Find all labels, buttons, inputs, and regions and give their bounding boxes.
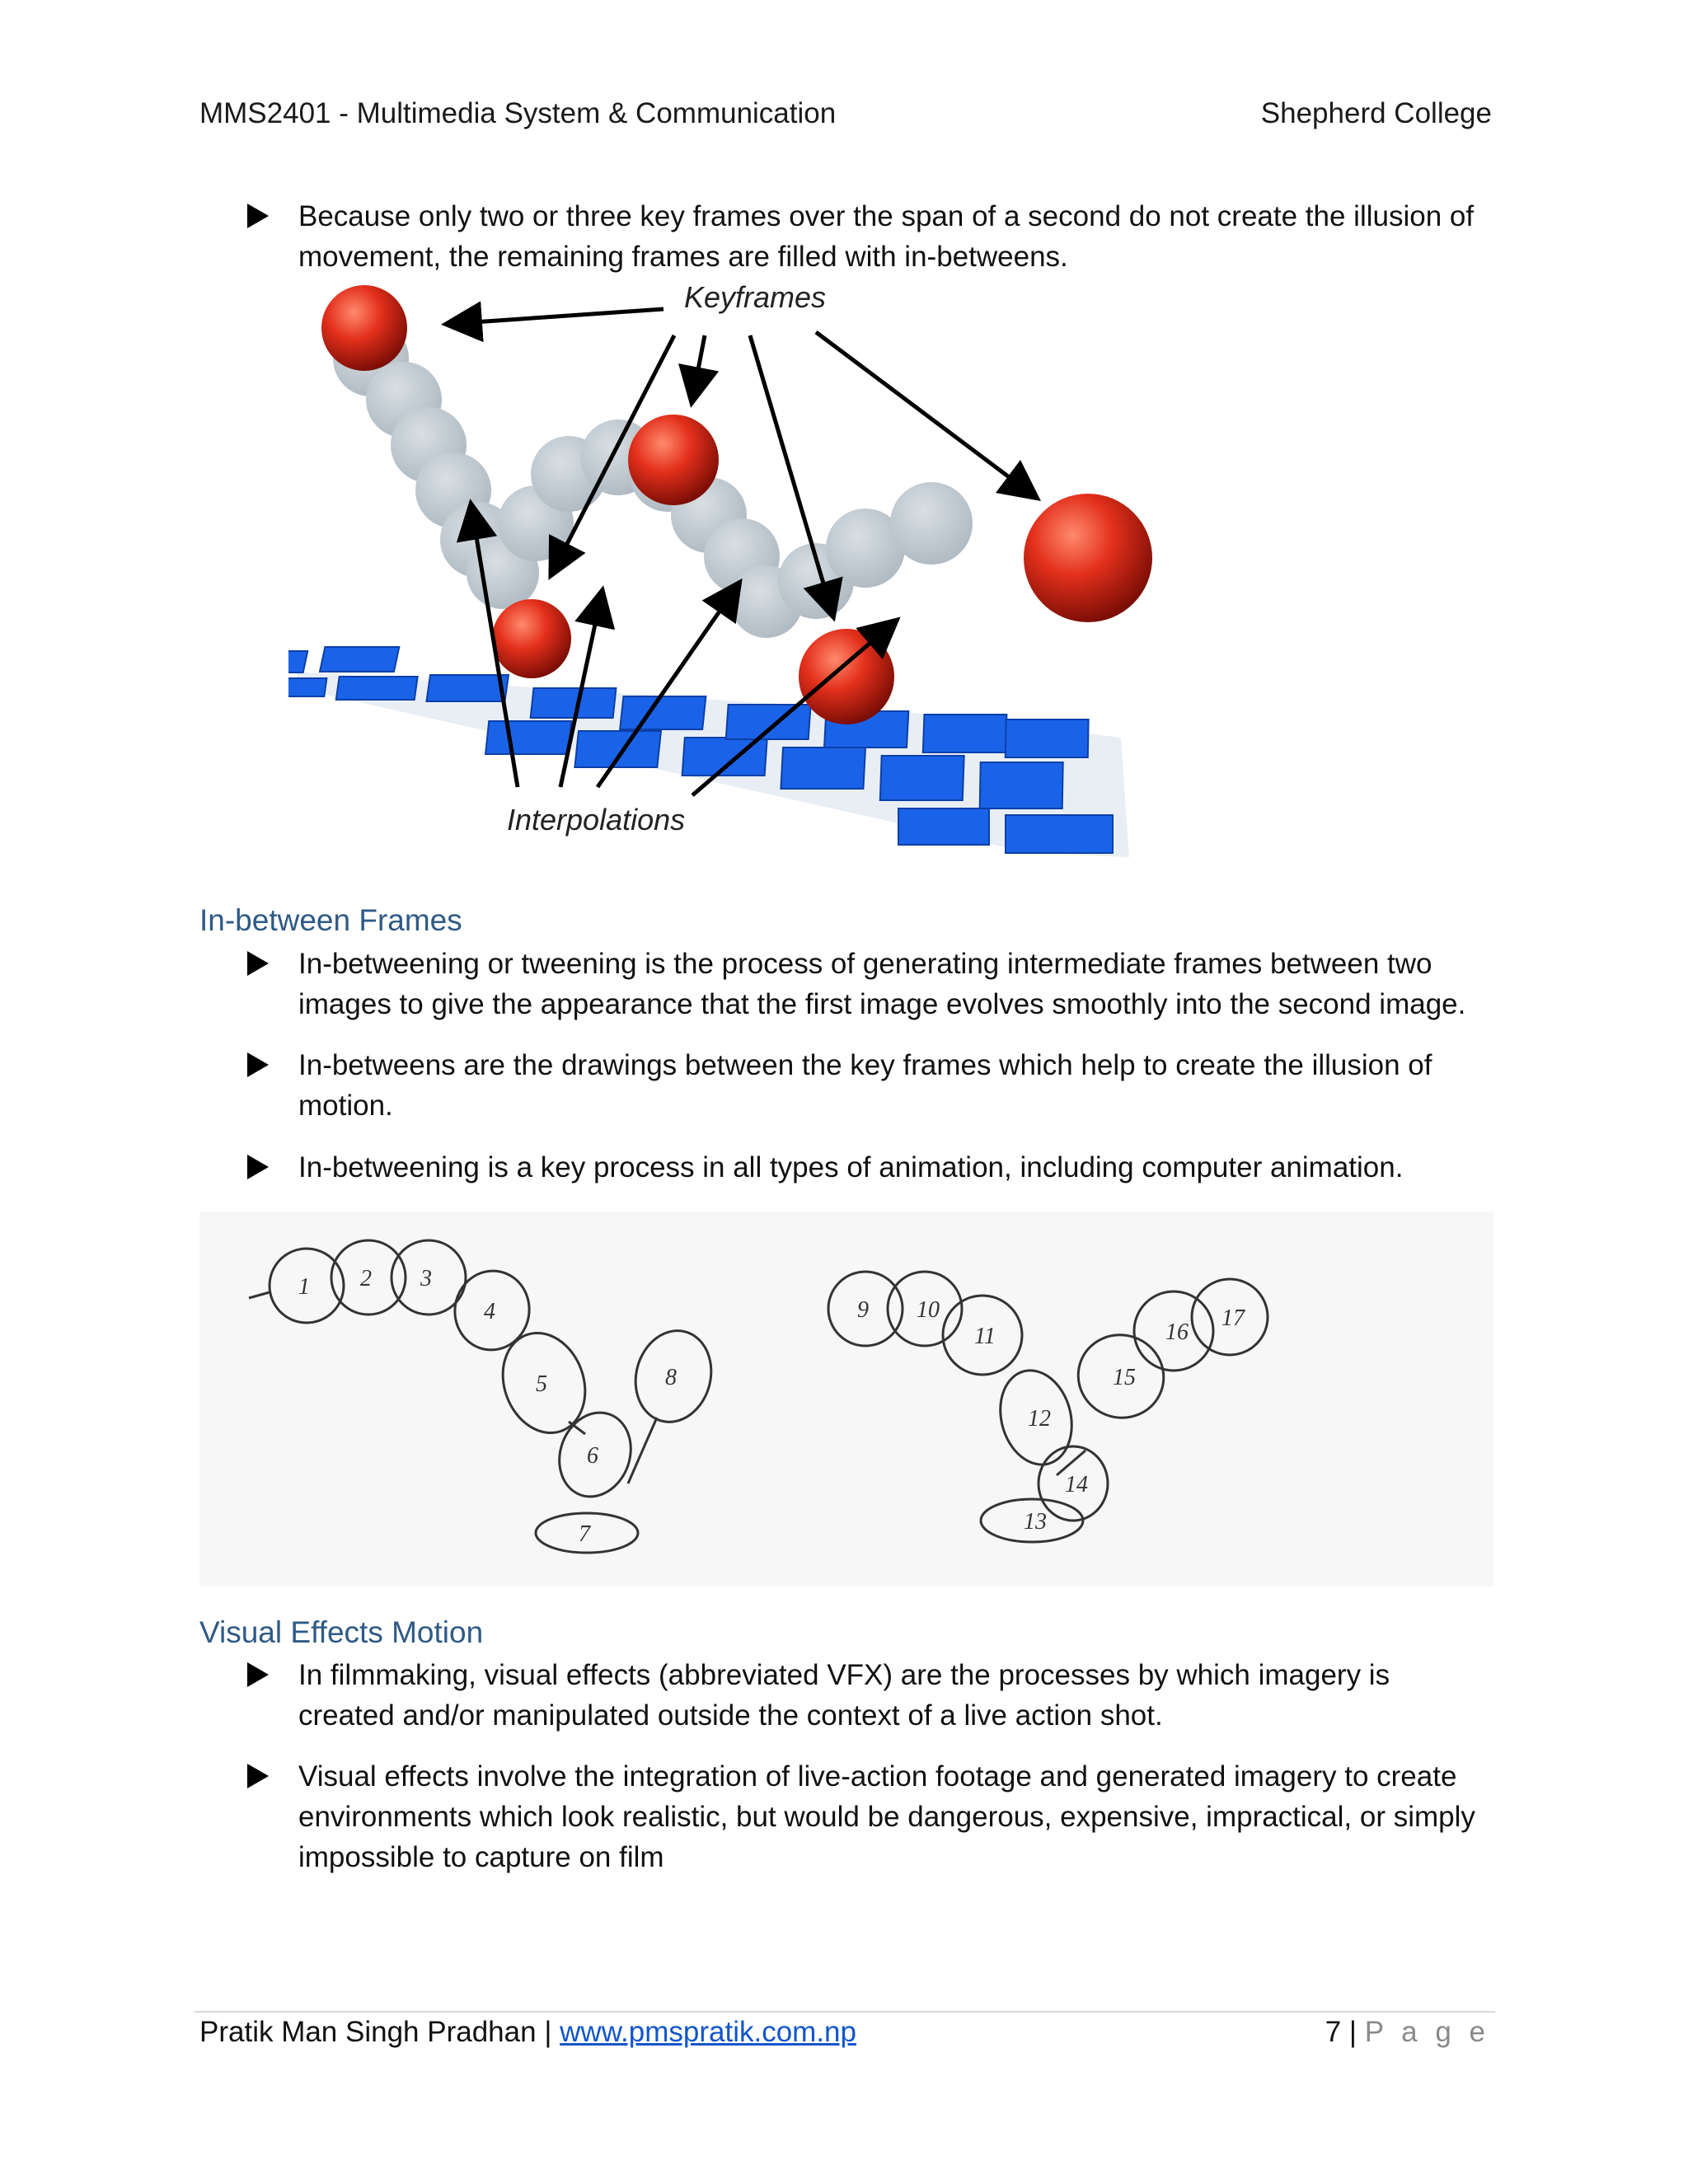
bullet-vfx-1 <box>247 1655 1475 1736</box>
keyframe-ball <box>321 285 407 371</box>
footer-page-separator: | <box>1348 2016 1357 2048</box>
sketch-frame-number: 10 <box>917 1297 940 1323</box>
sketch-frame-number: 11 <box>974 1324 996 1349</box>
bullet-inbetween-3 <box>247 1147 1475 1188</box>
sketch-frame-number: 15 <box>1113 1365 1136 1390</box>
bullet-triangle-icon <box>247 204 269 228</box>
footer-website-link[interactable]: www.pmspratik.com.np <box>560 2016 856 2048</box>
tiled-floor <box>288 647 1129 857</box>
sketch-frame-number: 5 <box>536 1371 547 1397</box>
keyframes-illustration <box>288 276 1162 874</box>
sketch-frame-number: 7 <box>579 1521 590 1547</box>
bullet-vfx-2 <box>247 1756 1475 1877</box>
bullet-triangle-icon <box>247 951 269 976</box>
sketch-frame-number: 4 <box>484 1299 495 1324</box>
bullet-text: In-betweening is a key process in all types of animation, including computer animation. <box>298 1151 1404 1183</box>
bullet-inbetween-1 <box>247 944 1475 1024</box>
inbetween-sketch <box>199 1212 1493 1586</box>
page-label: P a g e <box>1364 2016 1490 2048</box>
bullet-triangle-icon <box>247 1155 269 1179</box>
header-course-title: MMS2401 - Multimedia System & Communication <box>199 97 837 129</box>
page-number: 7 <box>1325 2016 1342 2048</box>
keyframe-ball <box>492 599 571 678</box>
keyframe-ball <box>628 415 719 505</box>
section-title-inbetween: In-between Frames <box>199 903 462 937</box>
bullet-text: In-betweening or tweening is the process of generating intermediate frames between two images to give the appearance that the first image evolves smoothly into the second image. <box>298 948 1466 1020</box>
interpolations-label: Interpolations <box>507 803 686 837</box>
bullet-text: Because only two or three key frames over the span of a second do not create the illusion of movement, the remaining frames are filled with in-betweens. <box>298 200 1475 273</box>
header-college-name: Shepherd College <box>1260 97 1492 129</box>
sketch-frame-number: 1 <box>298 1274 310 1300</box>
section-title-vfx: Visual Effects Motion <box>199 1615 484 1649</box>
bullet-inbetween-2 <box>247 1045 1475 1126</box>
footer-page-info <box>1325 2016 1490 2049</box>
sketch-frame-number: 17 <box>1221 1305 1245 1331</box>
sketch-frame-number: 9 <box>857 1297 869 1323</box>
footer-author-name: Pratik Man Singh Pradhan <box>199 2016 537 2048</box>
keyframe-ball <box>1024 494 1152 622</box>
bullet-text: In filmmaking, visual effects (abbreviated VFX) are the processes by which imagery is created and/or manipulated outside the context of a live action shot. <box>298 1659 1390 1732</box>
sketch-frame-number: 6 <box>587 1443 598 1469</box>
footer-author <box>199 2016 856 2049</box>
sketch-frame-number: 13 <box>1024 1509 1047 1535</box>
sketch-frame-number: 16 <box>1165 1319 1189 1345</box>
sketch-frame-number: 8 <box>665 1365 677 1390</box>
bullet-intro <box>247 196 1475 277</box>
bullet-triangle-icon <box>247 1764 269 1788</box>
keyframes-label: Keyframes <box>684 280 827 314</box>
bullet-triangle-icon <box>247 1052 269 1077</box>
sketch-frame-number: 3 <box>420 1266 432 1291</box>
bullet-text: In-betweens are the drawings between the key frames which help to create the illusion of motion. <box>298 1049 1432 1122</box>
footer-divider <box>195 2011 1495 2013</box>
sketch-frame-number: 12 <box>1028 1406 1051 1432</box>
bullet-text: Visual effects involve the integration of live-action footage and generated imagery to create environments which look realistic, but would be dangerous, expensive, impractical, or simply impossible to capture on film <box>298 1760 1475 1873</box>
footer-separator: | <box>544 2016 552 2048</box>
bullet-triangle-icon <box>247 1662 269 1687</box>
sketch-frame-number: 14 <box>1065 1472 1088 1497</box>
keyframe-ball <box>799 629 894 724</box>
sketch-frame-number: 2 <box>360 1266 372 1291</box>
